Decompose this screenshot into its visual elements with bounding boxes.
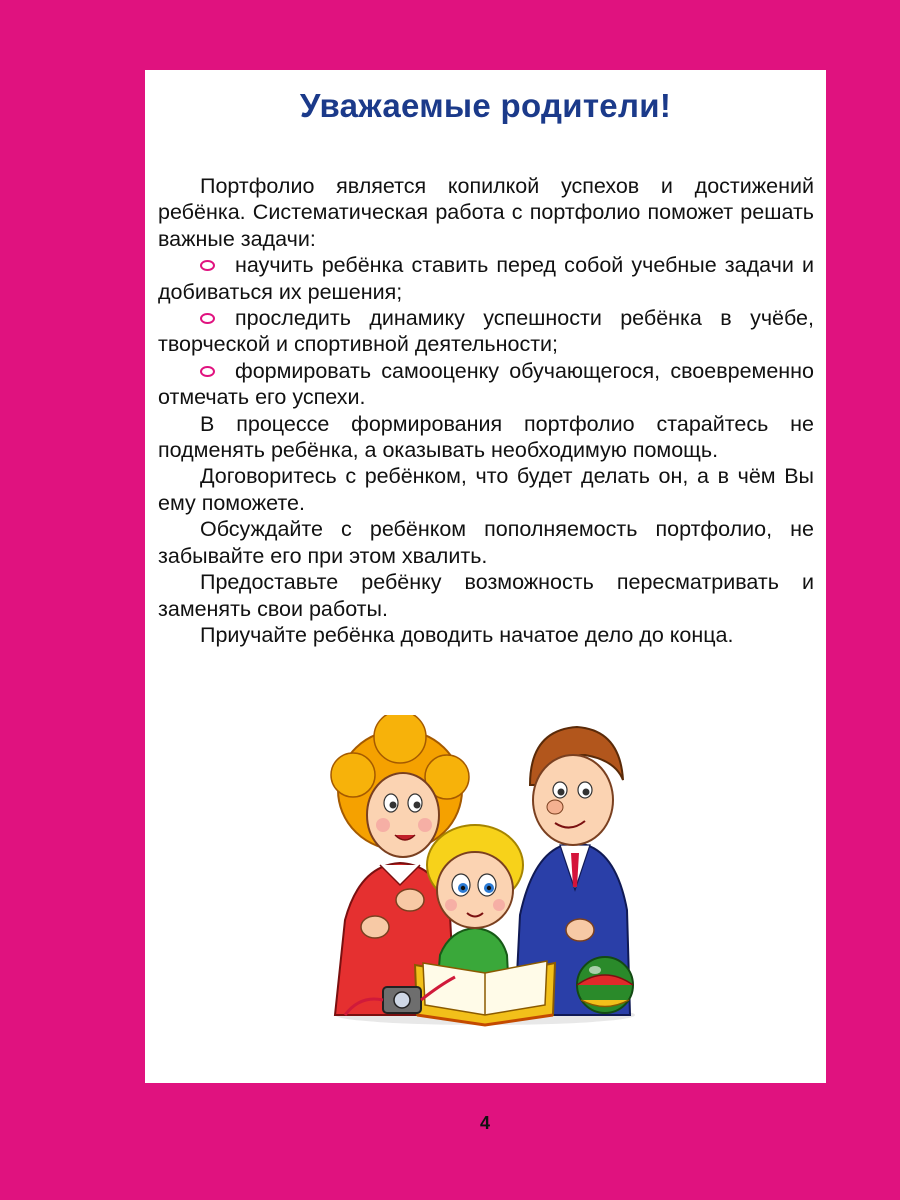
- bullet-item: [158, 358, 814, 411]
- circle-bullet-icon: [200, 260, 215, 271]
- intro-paragraph: Портфолио является копилкой успехов и достижений ребёнка. Систематическая работа с портфолио поможет решать важные задачи:: [158, 174, 814, 251]
- body-text: [158, 173, 814, 648]
- bullet-text: проследить динамику успешности ребёнка в учёбе, творческой и спортивной деятельности;: [158, 306, 814, 357]
- circle-bullet-icon: [200, 366, 215, 377]
- advice-paragraph: Договоритесь с ребёнком, что будет делать он, а в чём Вы ему поможете.: [158, 464, 814, 515]
- advice-paragraph: Приучайте ребёнка доводить начатое дело до конца.: [200, 622, 734, 647]
- page-number: 4: [479, 1113, 490, 1133]
- page-title: Уважаемые родители!: [299, 87, 672, 124]
- circle-bullet-icon: [200, 313, 215, 324]
- bullet-text: формировать самооценку обучающегося, своевременно отмечать его успехи.: [158, 358, 814, 410]
- ball: [577, 957, 633, 1013]
- family-with-photo-album-illustration: [315, 715, 655, 1035]
- bullet-text: научить ребёнка ставить перед собой учебные задачи и добиваться их решения;: [158, 253, 814, 304]
- bullet-item: [158, 252, 814, 305]
- bullet-item: [158, 305, 814, 358]
- advice-paragraph: В процессе формирования портфолио старайтесь не подменять ребёнка, а оказывать необходимую помощь.: [158, 411, 814, 463]
- content-panel: [145, 70, 826, 1083]
- advice-paragraph: Обсуждайте с ребёнком пополняемость портфолио, не забывайте его при этом хвалить.: [158, 517, 814, 568]
- advice-paragraph: Предоставьте ребёнку возможность пересматривать и заменять свои работы.: [158, 570, 814, 621]
